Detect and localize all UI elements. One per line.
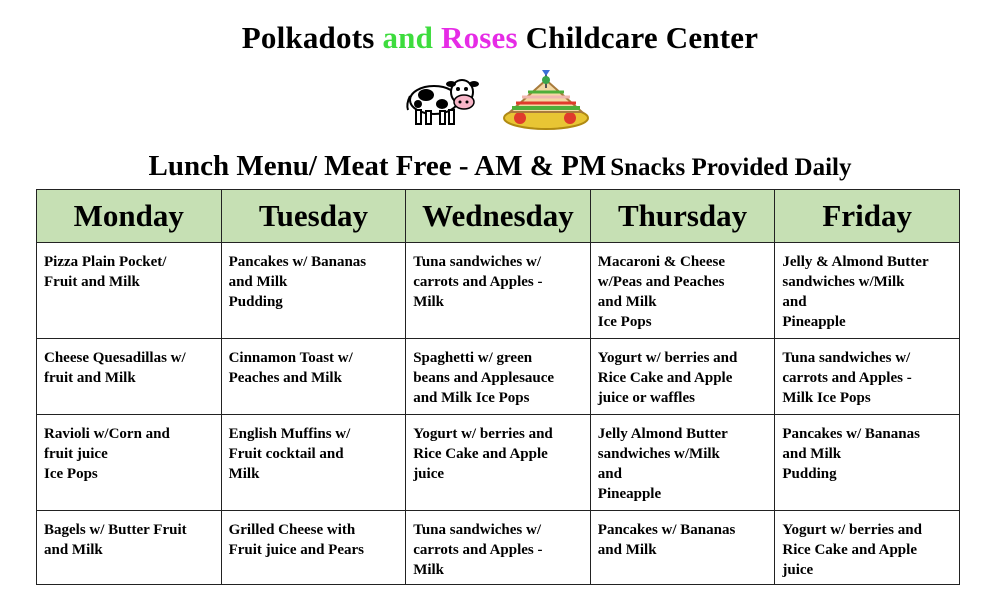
page-title [0, 20, 1000, 56]
day-header-tuesday: Tuesday [221, 190, 406, 243]
menu-cell: Jelly & Almond Butter sandwiches w/Milk and Pineapple [775, 243, 960, 339]
menu-cell: Pancakes w/ Bananas and Milk Pudding [775, 415, 960, 511]
menu-cell: Tuna sandwiches w/ carrots and Apples - Milk [406, 243, 591, 339]
table-row [37, 339, 960, 415]
menu-cell: Tuna sandwiches w/ carrots and Apples - Milk Ice Pops [775, 339, 960, 415]
day-header-row [37, 190, 960, 243]
cow-icon [404, 70, 480, 128]
menu-cell: Pancakes w/ Bananas and Milk [590, 511, 775, 585]
subtitle-small: Snacks Provided Daily [610, 154, 852, 181]
day-header-wednesday: Wednesday [406, 190, 591, 243]
table-row [37, 511, 960, 585]
menu-cell: Yogurt w/ berries and Rice Cake and Apple juice [775, 511, 960, 585]
lunch-menu-table [36, 189, 960, 585]
title-roses: Roses [440, 20, 518, 55]
menu-cell: Spaghetti w/ green beans and Applesauce and Milk Ice Pops [406, 339, 591, 415]
table-row [37, 415, 960, 511]
menu-cell: Macaroni & Cheese w/Peas and Peaches and Milk Ice Pops [590, 243, 775, 339]
menu-cell: Pizza Plain Pocket/ Fruit and Milk [37, 243, 222, 339]
header-illustrations [404, 66, 594, 132]
menu-cell: Jelly Almond Butter sandwiches w/Milk and Pineapple [590, 415, 775, 511]
title-part2: Childcare Center [517, 20, 759, 55]
menu-cell: Tuna sandwiches w/ carrots and Apples - Milk [406, 511, 591, 585]
day-header-monday: Monday [37, 190, 222, 243]
day-header-friday: Friday [775, 190, 960, 243]
menu-subtitle [0, 150, 1000, 183]
menu-cell: Ravioli w/Corn and fruit juice Ice Pops [37, 415, 222, 511]
subtitle-main: Lunch Menu/ Meat Free - AM & PM [148, 150, 607, 182]
menu-cell: English Muffins w/ Fruit cocktail and Milk [221, 415, 406, 511]
menu-cell: Yogurt w/ berries and Rice Cake and Apple juice [406, 415, 591, 511]
menu-cell: Cinnamon Toast w/ Peaches and Milk [221, 339, 406, 415]
menu-cell: Pancakes w/ Bananas and Milk Pudding [221, 243, 406, 339]
sandwich-icon [500, 66, 592, 132]
menu-cell: Bagels w/ Butter Fruit and Milk [37, 511, 222, 585]
title-part1: Polkadots [241, 20, 383, 55]
menu-cell: Cheese Quesadillas w/ fruit and Milk [37, 339, 222, 415]
menu-cell: Yogurt w/ berries and Rice Cake and Apple juice or waffles [590, 339, 775, 415]
menu-cell: Grilled Cheese with Fruit juice and Pears [221, 511, 406, 585]
title-and: and [382, 20, 434, 55]
day-header-thursday: Thursday [590, 190, 775, 243]
table-row [37, 243, 960, 339]
